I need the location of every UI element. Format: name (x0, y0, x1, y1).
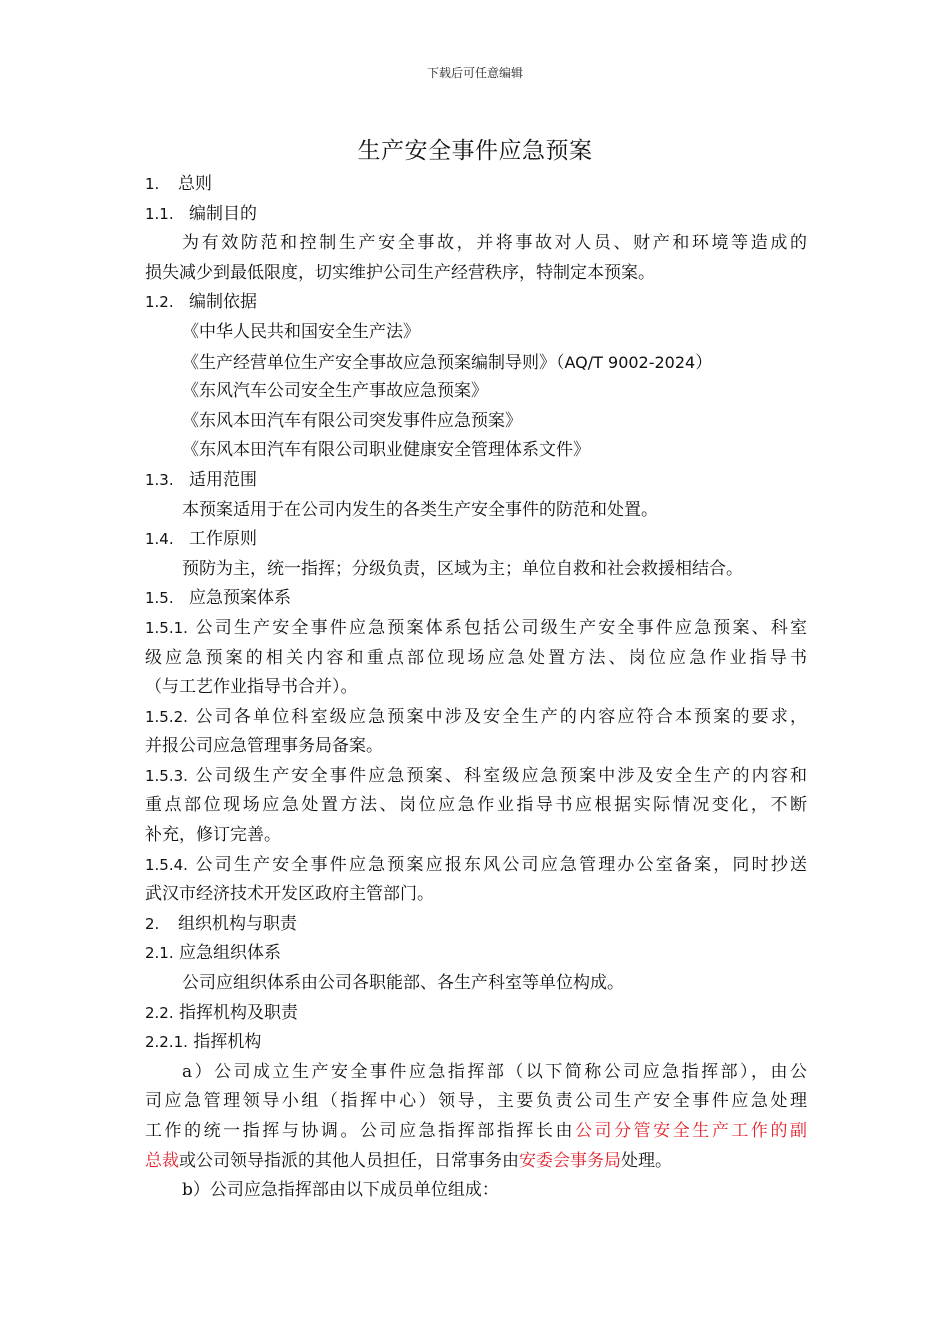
heading-2 (145, 910, 807, 940)
heading-number: 1.4. (145, 530, 174, 549)
heading-text: 指挥机构及职责 (179, 1002, 299, 1023)
basis-item: 《东风本田汽车有限公司突发事件应急预案》 (182, 410, 522, 431)
basis-item: 《东风汽车公司安全生产事故应急预案》 (182, 381, 488, 402)
heading-number: 1.2. (145, 293, 174, 312)
paragraph-line: 级应急预案的相关内容和重点部位现场应急处置方法、岗位应急作业指导书 (145, 647, 807, 668)
paragraph-line: a）公司成立生产安全事件应急指挥部（以下简称公司应急指挥部），由公 (182, 1061, 807, 1082)
clause-number: 1.5.3. (145, 766, 188, 785)
basis-item (145, 348, 807, 378)
basis-item: 《东风本田汽车有限公司职业健康安全管理体系文件》 (182, 440, 590, 461)
basis-text-end: ） (695, 352, 713, 373)
clause-1-5-3 (145, 762, 807, 792)
heading-2-2-1 (145, 1028, 807, 1058)
clause-text: 公司各单位科室级应急预案中涉及安全生产的内容应符合本预案的要求， (195, 706, 808, 727)
heading-number: 2.2.1. (145, 1033, 188, 1052)
clause-number: 1.5.4. (145, 855, 188, 874)
clause-1-5-4 (145, 851, 807, 881)
paragraph-line: 司应急管理领导小组（指挥中心）领导，主要负责公司生产安全事件应急处理 (145, 1091, 807, 1112)
paragraph-line: 武汉市经济技术开发区政府主管部门。 (145, 884, 434, 905)
document-body (145, 170, 807, 1206)
clause-number: 1.5.2. (145, 707, 188, 726)
heading-number: 2.2. (145, 1003, 174, 1022)
heading-text: 应急预案体系 (189, 588, 291, 609)
heading-2-1 (145, 939, 807, 969)
heading-text: 编制依据 (189, 292, 257, 313)
heading-text: 总则 (178, 174, 212, 194)
document-title: 生产安全事件应急预案 (357, 138, 593, 164)
heading-text: 编制目的 (189, 203, 257, 224)
paragraph-line: b）公司应急指挥部由以下成员单位组成： (182, 1180, 499, 1201)
highlighted-text: 总裁 (145, 1150, 179, 1171)
clause-number: 1.5.1. (145, 618, 188, 637)
heading-1 (145, 170, 807, 200)
heading-number: 1.1. (145, 204, 174, 223)
text-run: 或公司领导指派的其他人员担任，日常事务由 (179, 1150, 519, 1171)
heading-1-4 (145, 525, 807, 555)
heading-number: 1. (145, 175, 160, 193)
heading-number: 2.1. (145, 944, 174, 963)
paragraph-line (145, 1147, 807, 1177)
paragraph-line: 本预案适用于在公司内发生的各类生产安全事件的防范和处置。 (182, 499, 658, 520)
heading-1-1 (145, 200, 807, 230)
heading-number: 1.3. (145, 470, 174, 489)
standard-code: AQ/T 9002-2024 (564, 352, 696, 372)
text-run: 处理。 (621, 1150, 672, 1171)
paragraph-line: 为有效防范和控制生产安全事故，并将事故对人员、财产和环境等造成的 (182, 233, 807, 254)
heading-text: 工作原则 (189, 529, 257, 550)
page-header: 下载后可任意编辑 (426, 66, 523, 80)
clause-1-5-2 (145, 703, 807, 733)
paragraph-line: 损失减少到最低限度，切实维护公司生产经营秩序，特制定本预案。 (145, 262, 655, 283)
highlighted-text: 公司分管安全生产工作的副 (575, 1121, 807, 1141)
text-run: 工作的统一指挥与协调。公司应急指挥部指挥长由 (145, 1121, 575, 1141)
clause-text: 公司级生产安全事件应急预案、科室级应急预案中涉及安全生产的内容和 (195, 765, 808, 786)
clause-text: 公司生产安全事件应急预案应报东风公司应急管理办公室备案，同时抄送 (195, 854, 808, 875)
heading-number: 2. (145, 914, 160, 933)
paragraph-line: 预防为主，统一指挥；分级负责，区域为主；单位自救和社会救援相结合。 (182, 558, 743, 579)
basis-item: 《中华人民共和国安全生产法》 (182, 321, 420, 342)
heading-1-2 (145, 288, 807, 318)
heading-1-3 (145, 466, 807, 496)
heading-2-2 (145, 999, 807, 1029)
paragraph-line: （与工艺作业指导书合并）。 (145, 677, 358, 698)
clause-text: 公司生产安全事件应急预案体系包括公司级生产安全事件应急预案、科室 (195, 617, 808, 638)
paragraph-line: 补充，修订完善。 (145, 825, 281, 846)
paragraph-line (145, 1117, 807, 1147)
heading-text: 指挥机构 (193, 1032, 262, 1053)
paragraph-line: 并报公司应急管理事务局备案。 (145, 736, 383, 757)
paragraph-line: 公司应组织体系由公司各职能部、各生产科室等单位构成。 (182, 973, 624, 994)
paragraph-line: 重点部位现场应急处置方法、岗位应急作业指导书应根据实际情况变化，不断 (145, 795, 807, 816)
heading-text: 应急组织体系 (179, 943, 282, 964)
heading-text: 组织机构与职责 (178, 913, 297, 934)
clause-1-5-1 (145, 614, 807, 644)
basis-text: 《生产经营单位生产安全事故应急预案编制导则》（ (182, 352, 565, 373)
heading-text: 适用范围 (189, 469, 257, 490)
heading-1-5 (145, 584, 807, 614)
highlighted-text: 安委会事务局 (519, 1150, 621, 1171)
heading-number: 1.5. (145, 589, 174, 608)
